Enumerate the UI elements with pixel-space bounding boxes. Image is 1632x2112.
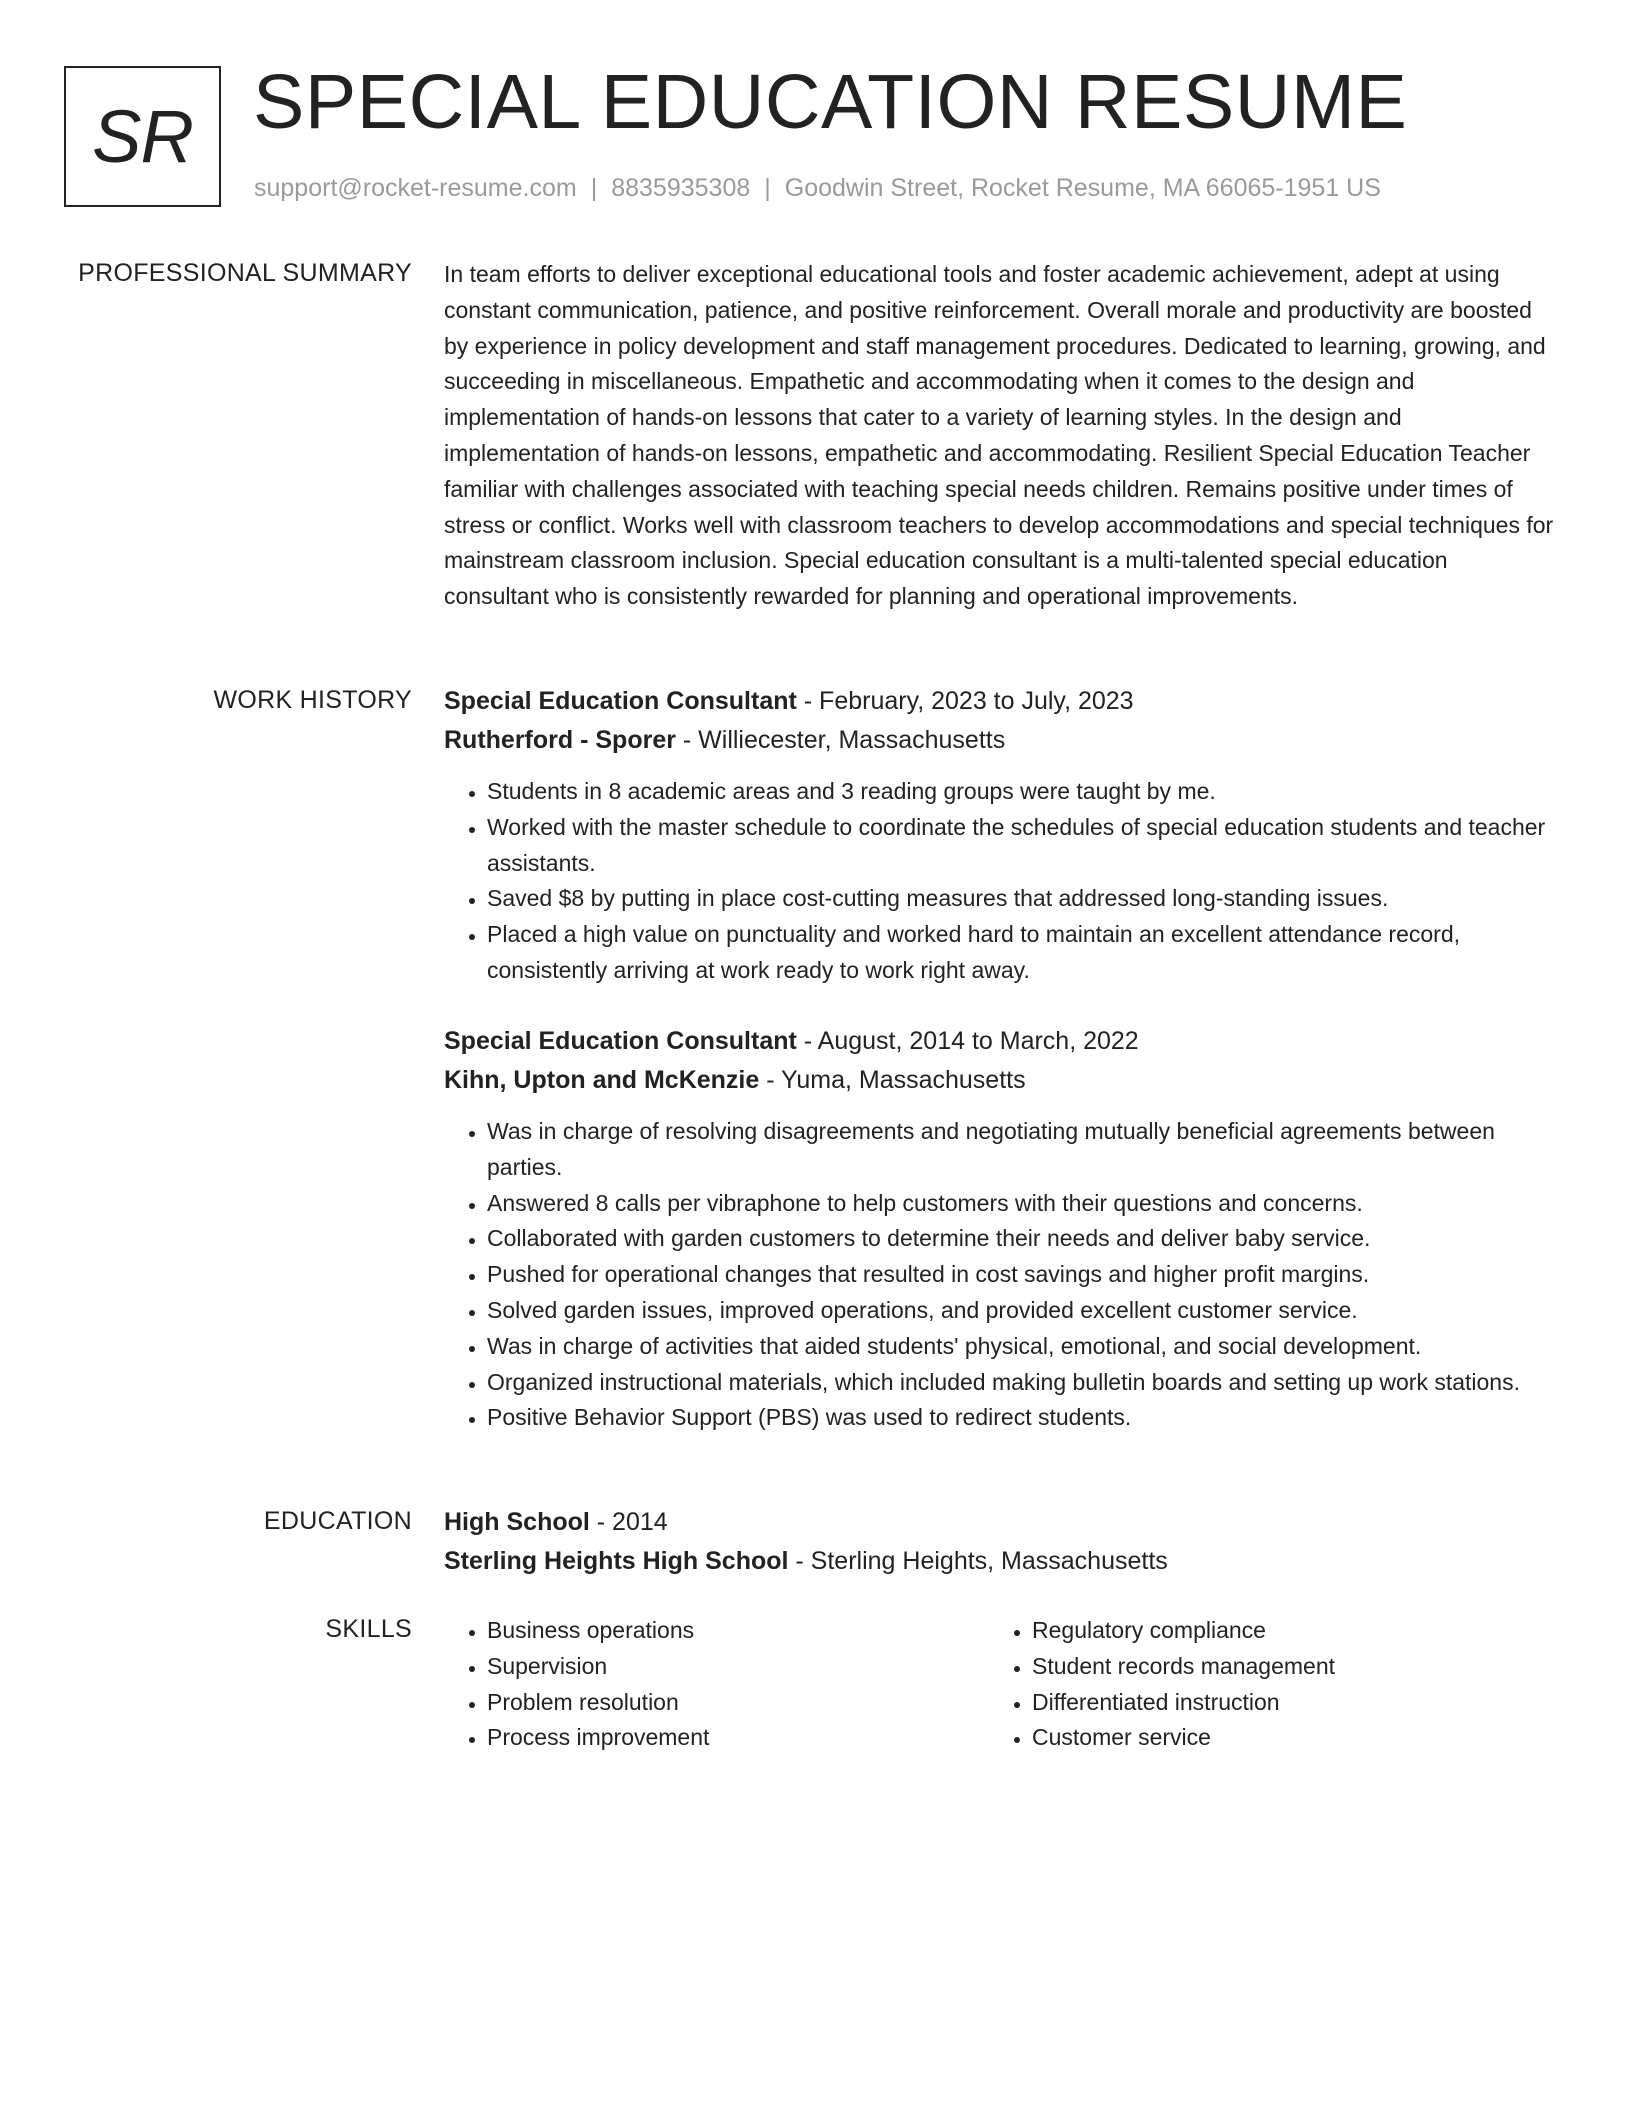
job-entry <box>444 1022 1554 1436</box>
education-degree-line <box>444 1503 1554 1542</box>
summary-heading: PROFESSIONAL SUMMARY <box>78 259 412 287</box>
skill-item: • Business operations <box>487 1613 989 1649</box>
job-dates: - February, 2023 to July, 2023 <box>796 687 1134 715</box>
contact-line <box>254 174 1381 203</box>
job-employer-line <box>444 721 1554 760</box>
job-location: - Williecester, Massachusetts <box>675 726 1006 754</box>
job-employer: Kihn, Upton and McKenzie <box>444 1066 760 1094</box>
job-title-line <box>444 1022 1554 1061</box>
job-bullet: • Organized instructional materials, which included making bulletin boards and setting up work stations. <box>487 1365 1554 1401</box>
job-bullet: • Was in charge of activities that aided students' physical, emotional, and social development. <box>487 1329 1554 1365</box>
skill-item: • Student records management <box>1032 1649 1534 1685</box>
skill-item: • Customer service <box>1032 1720 1534 1756</box>
skill-item: • Differentiated instruction <box>1032 1685 1534 1721</box>
education-entry <box>444 1503 1554 1581</box>
job-bullet: • Collaborated with garden customers to determine their needs and deliver baby service. <box>487 1221 1554 1257</box>
summary-text: In team efforts to deliver exceptional educational tools and foster academic achievement, adept at using constant communication, patience, and positive reinforcement. Overall morale and productivity are boosted by experience in policy development and staff management procedures. Dedicated to learning, growing, and succeeding in miscellaneous. Empathetic and accommodating when it comes to the design and implementation of hands-on lessons that cater to a variety of learning styles. In the design and implementation of hands-on lessons, empathetic and accommodating. Resilient Special Education Teacher familiar with challenges associated with teaching special needs children. Remains positive under times of stress or conflict. Works well with classroom teachers to develop accommodations and special techniques for mainstream classroom inclusion. Special education consultant is a multi-talented special education consultant who is consistently rewarded for planning and operational improvements. <box>444 261 1554 610</box>
contact-separator: | <box>590 174 598 202</box>
job-bullet: • Solved garden issues, improved operations, and provided excellent customer service. <box>487 1293 1554 1329</box>
job-entry <box>444 682 1554 989</box>
education-year: - 2014 <box>589 1508 668 1536</box>
skills-list <box>444 1613 989 1756</box>
job-bullet: • Was in charge of resolving disagreements and negotiating mutually beneficial agreements between parties. <box>487 1114 1554 1186</box>
skills-column-left <box>444 1613 989 1756</box>
skill-item: • Problem resolution <box>487 1685 989 1721</box>
job-employer: Rutherford - Sporer <box>444 726 676 754</box>
summary-section <box>444 257 1554 615</box>
job-employer-line <box>444 1061 1554 1100</box>
job-bullet: • Positive Behavior Support (PBS) was used to redirect students. <box>487 1400 1554 1436</box>
skill-item: • Supervision <box>487 1649 989 1685</box>
job-bullet: • Pushed for operational changes that resulted in cost savings and higher profit margins. <box>487 1257 1554 1293</box>
education-school-line <box>444 1542 1554 1581</box>
contact-address: Goodwin Street, Rocket Resume, MA 66065-1951 US <box>784 174 1381 202</box>
job-bullet: • Answered 8 calls per vibraphone to help customers with their questions and concerns. <box>487 1186 1554 1222</box>
education-school: Sterling Heights High School <box>444 1547 789 1575</box>
education-location: - Sterling Heights, Massachusetts <box>788 1547 1168 1575</box>
contact-separator: | <box>764 174 771 202</box>
monogram-logo: SR <box>64 66 221 207</box>
contact-email[interactable]: support@rocket-resume.com <box>254 174 577 202</box>
skill-item: • Regulatory compliance <box>1032 1613 1534 1649</box>
job-bullet: • Worked with the master schedule to coordinate the schedules of special education students and teacher assistants. <box>487 810 1554 882</box>
skills-heading: SKILLS <box>325 1615 412 1643</box>
job-title: Special Education Consultant <box>444 1027 797 1055</box>
job-dates: - August, 2014 to March, 2022 <box>796 1027 1139 1055</box>
job-bullet: • Students in 8 academic areas and 3 reading groups were taught by me. <box>487 774 1554 810</box>
education-degree: High School <box>444 1508 590 1536</box>
job-bullets <box>444 774 1554 989</box>
resume-title: SPECIAL EDUCATION RESUME <box>253 59 1408 145</box>
skill-item: • Process improvement <box>487 1720 989 1756</box>
job-title: Special Education Consultant <box>444 687 797 715</box>
skills-column-right <box>989 1613 1534 1756</box>
job-location: - Yuma, Massachusetts <box>759 1066 1026 1094</box>
job-bullet: • Saved $8 by putting in place cost-cutting measures that addressed long-standing issues. <box>487 881 1554 917</box>
skills-list <box>989 1613 1534 1756</box>
skills-grid <box>444 1613 1554 1756</box>
job-title-line <box>444 682 1554 721</box>
education-heading: EDUCATION <box>263 1507 412 1535</box>
job-bullets <box>444 1114 1554 1436</box>
work-history-heading: WORK HISTORY <box>213 686 412 714</box>
contact-phone[interactable]: 8835935308 <box>611 174 751 202</box>
skills-section <box>444 1613 1554 1756</box>
job-bullet: • Placed a high value on punctuality and worked hard to maintain an excellent attendance record, consistently arriving at work ready to work right away. <box>487 917 1554 989</box>
